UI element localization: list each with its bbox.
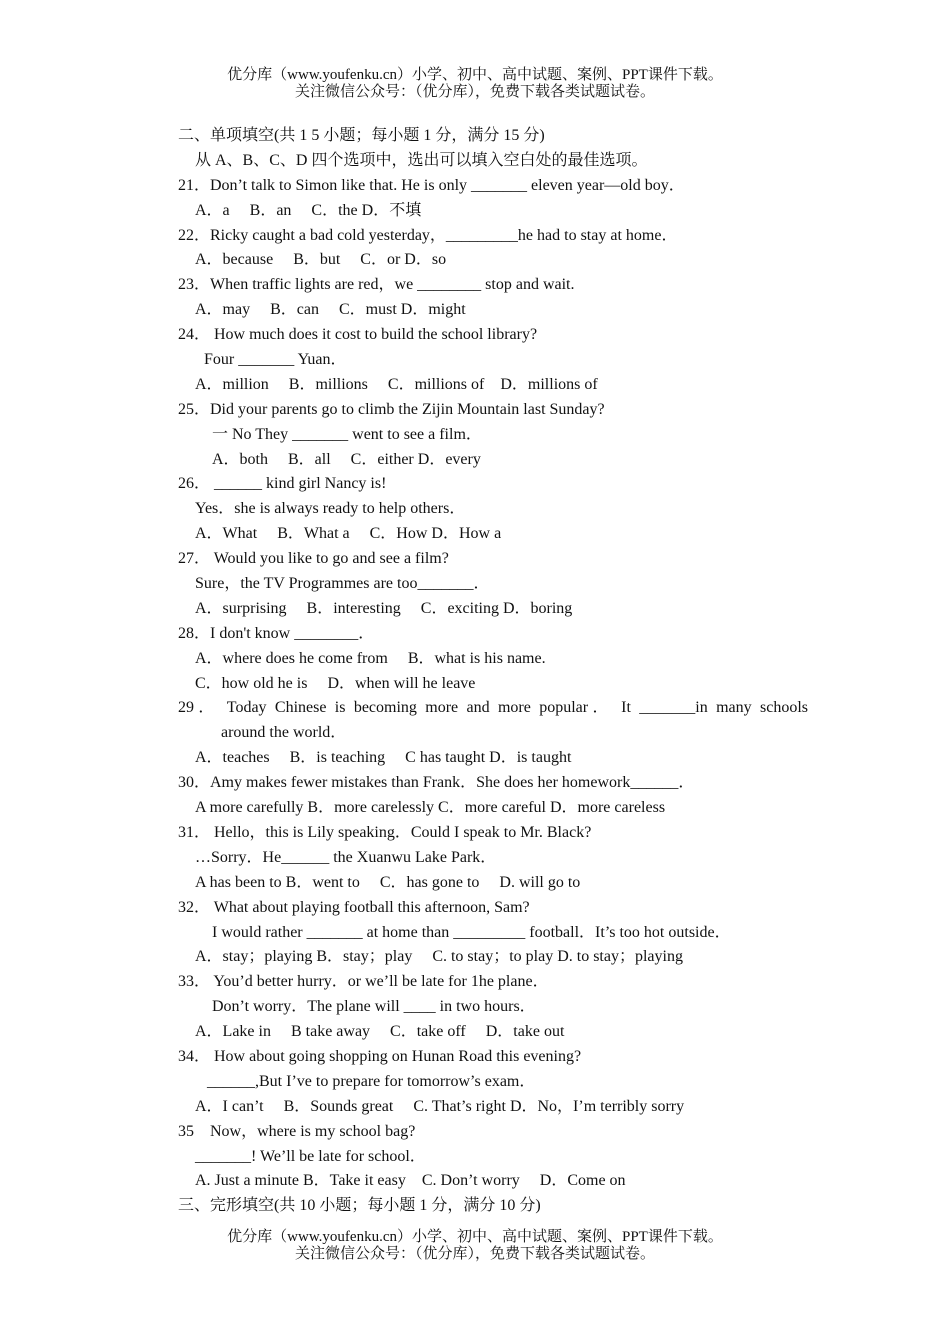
question-29-options: A．teaches B．is teaching C has taught D．is taught (195, 749, 572, 767)
question-31-options: A has been to B．went to C．has gone to D. will go to (195, 873, 581, 891)
question-35-reply: _______! We’ll be late for school． (195, 1147, 426, 1165)
question-28-stem: 28．I don't know ________． (178, 624, 375, 642)
question-30-options: A more carefully B．more carelessly C．more careful D．more careless (195, 799, 666, 817)
question-33-stem: 33． You’d better hurry．or we’ll be late for 1he plane． (178, 973, 549, 991)
header-line-2: 关注微信公众号：（优分库），免费下载各类试题试卷。 (294, 84, 655, 100)
question-32-options: A．stay；playing B．stay；play C. to stay；to play D. to stay；playing (195, 948, 683, 966)
question-28-options-cd: C．how old he is D．when will he leave (195, 674, 476, 692)
question-25-options: A．both B．all C．either D．every (212, 450, 481, 468)
question-33-options: A．Lake in B take away C．take off D．take out (195, 1023, 565, 1041)
page-header (0, 67, 950, 101)
question-27-options: A．surprising B．interesting C．exciting D．boring (195, 599, 573, 617)
question-21-stem: 21．Don’t talk to Simon like that. He is only _______ eleven year—old boy． (178, 176, 685, 194)
question-34-stem: 34． How about going shopping on Hunan Road this evening? (178, 1047, 582, 1065)
question-24-stem: 24． How much does it cost to build the school library? (178, 326, 538, 344)
question-31-reply: …Sorry．He______ the Xuanwu Lake Park． (195, 848, 497, 866)
question-26-reply: Yes．she is always ready to help others． (195, 500, 466, 518)
question-31-stem: 31． Hello，this is Lily speaking．Could I speak to Mr. Black? (178, 823, 592, 841)
footer-line-2: 关注微信公众号：（优分库），免费下载各类试题试卷。 (294, 1246, 655, 1262)
question-22-options: A．because B．but C．or D．so (195, 251, 447, 269)
question-32-stem: 32． What about playing football this afternoon, Sam? (178, 898, 530, 916)
question-27-stem: 27． Would you like to go and see a film? (178, 550, 449, 568)
exam-content (178, 124, 808, 1219)
question-21-options: A．a B．an C．the D．不填 (195, 201, 422, 219)
question-29-stem: 29． Today Chinese is becoming more and more popular． It _______in many schools (178, 699, 808, 717)
question-24-options: A．million B．millions C．millions of D．millions of (195, 375, 598, 393)
question-27-reply: Sure，the TV Programmes are too_______． (195, 575, 490, 593)
question-33-reply: Don’t worry．The plane will ____ in two hours． (212, 998, 536, 1016)
question-23-stem: 23．When traffic lights are red，we ________ stop and wait. (178, 276, 575, 294)
question-25-reply: 一 No They _______ went to see a film． (212, 425, 482, 443)
question-22-stem: 22．Ricky caught a bad cold yesterday，_________he had to stay at home． (178, 226, 678, 244)
question-25-stem: 25．Did your parents go to climb the Zijin Mountain last Sunday? (178, 400, 605, 418)
question-32-reply: I would rather _______ at home than _________ football．It’s too hot outside． (212, 923, 731, 941)
question-30-stem: 30．Amy makes fewer mistakes than Frank．She does her homework______． (178, 774, 695, 792)
question-35-options: A. Just a minute B．Take it easy C. Don’t worry D．Come on (195, 1172, 626, 1190)
header-line-1: 优分库（www.youfenku.cn）小学、初中、高中试题、案例、PPT课件下载。 (227, 67, 723, 83)
section-2-title: 二、单项填空(共 1 5 小题；每小题 1 分，满分 15 分) (178, 127, 545, 144)
question-29-stem-continued: around the world． (221, 724, 347, 742)
question-26-options: A．What B．What a C．How D．How a (195, 525, 502, 543)
question-23-options: A．may B．can C．must D．might (195, 301, 466, 319)
page-footer (0, 1229, 950, 1263)
question-35-stem: 35 Now，where is my school bag? (178, 1122, 416, 1140)
question-34-options: A．I can’t B．Sounds great C. That’s right D．No，I’m terribly sorry (195, 1097, 685, 1115)
question-26-stem: 26． ______ kind girl Nancy is! (178, 475, 387, 493)
question-28-options-ab: A．where does he come from B．what is his name. (195, 649, 546, 667)
section-3-title: 三、完形填空(共 10 小题；每小题 1 分，满分 10 分) (178, 1197, 541, 1215)
question-34-reply: ______,But I’ve to prepare for tomorrow’s exam． (207, 1072, 536, 1090)
section-2-instruction: 从 A、B、C、D 四个选项中，选出可以填入空白处的最佳选项。 (195, 151, 648, 169)
footer-line-1: 优分库（www.youfenku.cn）小学、初中、高中试题、案例、PPT课件下载。 (227, 1229, 723, 1245)
question-24-reply: Four _______ Yuan． (204, 351, 347, 369)
